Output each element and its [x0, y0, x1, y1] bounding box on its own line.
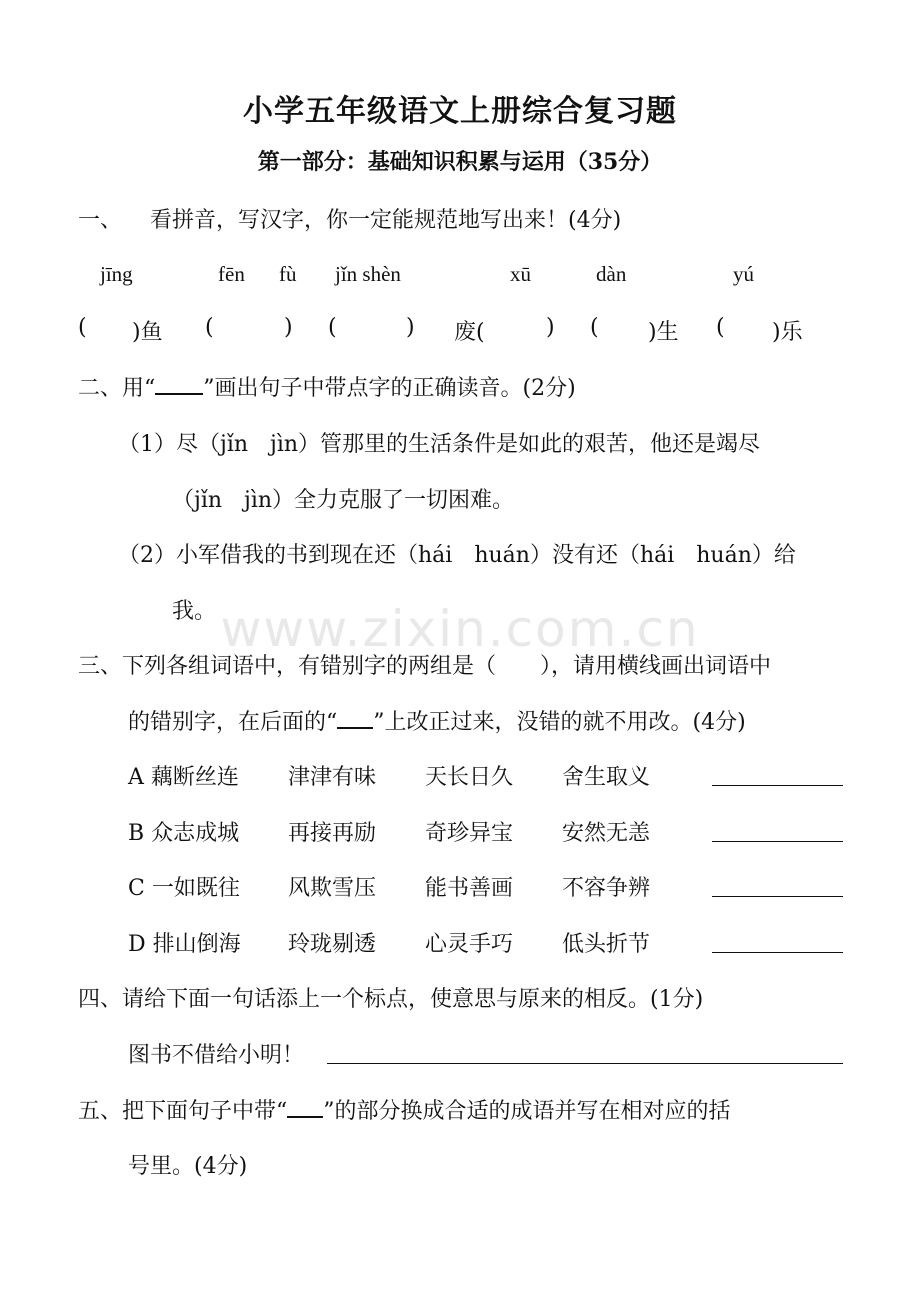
underline-sample [155, 375, 203, 395]
blank-6-close: )乐 [772, 320, 803, 345]
q2-sentence-1a: （1）尽（jǐn jìn）管那里的生活条件是如此的艰苦，他还是竭尽 [118, 432, 761, 457]
blank-6-open: ( [716, 315, 725, 340]
q5-line-1 [78, 1094, 731, 1125]
answer-line-q4[interactable] [327, 1063, 843, 1064]
q3-line-1: 三、下列各组词语中，有错别字的两组是（ ），请用横线画出词语中 [78, 654, 772, 679]
page-title: 小学五年级语文上册综合复习题 [243, 94, 677, 129]
option-b-2: 再接再励 [288, 821, 377, 846]
pinyin-yu: yú [733, 262, 754, 286]
q3-line-2b: ”上改正过来，没错的就不用改。(4分) [373, 710, 746, 735]
answer-line-b[interactable] [712, 841, 843, 842]
pinyin-xu: xū [510, 262, 531, 286]
pinyin-fen: fēn [218, 262, 245, 286]
blank-5-open: ( [590, 315, 599, 340]
q5-line-1b: ”的部分换成合适的成语并写在相对应的括 [323, 1099, 731, 1124]
blank-3-open: ( [328, 315, 337, 340]
q2-suffix: ”画出句子中带点字的正确读音。(2分) [203, 376, 576, 401]
option-d-4: 低头折节 [562, 932, 651, 957]
q1-number: 一、 [78, 208, 123, 233]
option-d-1: D 排山倒海 [128, 932, 241, 957]
q5-line-1a: 五、把下面句子中带“ [78, 1099, 288, 1124]
pinyin-fu: fù [279, 262, 297, 286]
option-d-3: 心灵手巧 [425, 932, 514, 957]
q4-line-1: 四、请给下面一句话添上一个标点，使意思与原来的相反。(1分) [78, 987, 704, 1012]
option-c-3: 能书善画 [425, 876, 514, 901]
blank-1-close: )鱼 [132, 320, 163, 345]
blank-4-close: ) [546, 315, 555, 340]
q2-sentence-2a: （2）小军借我的书到现在还（hái huán）没有还（hái huán）给 [118, 543, 796, 568]
blank-2-close: ) [284, 315, 293, 340]
q2-sentence-1b: （jǐn jìn）全力克服了一切困难。 [172, 488, 515, 513]
option-a-1: A 藕断丝连 [128, 765, 239, 790]
blank-3-close: ) [406, 315, 415, 340]
option-d-2: 玲珑剔透 [288, 932, 377, 957]
q2-sentence-2b: 我。 [172, 599, 217, 624]
q1-text: 看拼音，写汉字，你一定能规范地写出来！(4分) [150, 208, 622, 233]
q2-text [78, 371, 576, 402]
blank-2-open: ( [205, 315, 214, 340]
pinyin-jing: jīng [100, 262, 133, 286]
option-a-3: 天长日久 [425, 765, 514, 790]
watermark: www.zixin.com.cn [220, 600, 700, 658]
section-title: 第一部分：基础知识积累与运用（35分） [257, 149, 663, 175]
blank-5-close: )生 [648, 320, 679, 345]
q4-sentence: 图书不借给小明！ [128, 1043, 305, 1068]
option-b-4: 安然无恙 [562, 821, 651, 846]
answer-line-d[interactable] [712, 952, 843, 953]
answer-line-a[interactable] [712, 785, 843, 786]
q2-prefix: 二、用“ [78, 376, 156, 401]
option-c-2: 风欺雪压 [288, 876, 377, 901]
option-b-1: B 众志成城 [128, 821, 240, 846]
q3-line-2 [128, 705, 746, 736]
q3-line-2a: 的错别字，在后面的“ [128, 710, 338, 735]
option-a-2: 津津有味 [288, 765, 377, 790]
blank-1-open: ( [78, 315, 87, 340]
option-a-4: 舍生取义 [562, 765, 651, 790]
answer-line-c[interactable] [712, 896, 843, 897]
option-c-1: C 一如既往 [128, 876, 240, 901]
q5-line-2: 号里。(4分) [128, 1154, 248, 1179]
underline-sample-2 [337, 709, 373, 729]
blank-4-open: 废( [454, 320, 485, 345]
pinyin-dan: dàn [596, 262, 627, 286]
option-c-4: 不容争辨 [562, 876, 651, 901]
underline-sample-3 [287, 1098, 323, 1118]
pinyin-jinshen: jǐn shèn [335, 262, 401, 286]
option-b-3: 奇珍异宝 [425, 821, 514, 846]
